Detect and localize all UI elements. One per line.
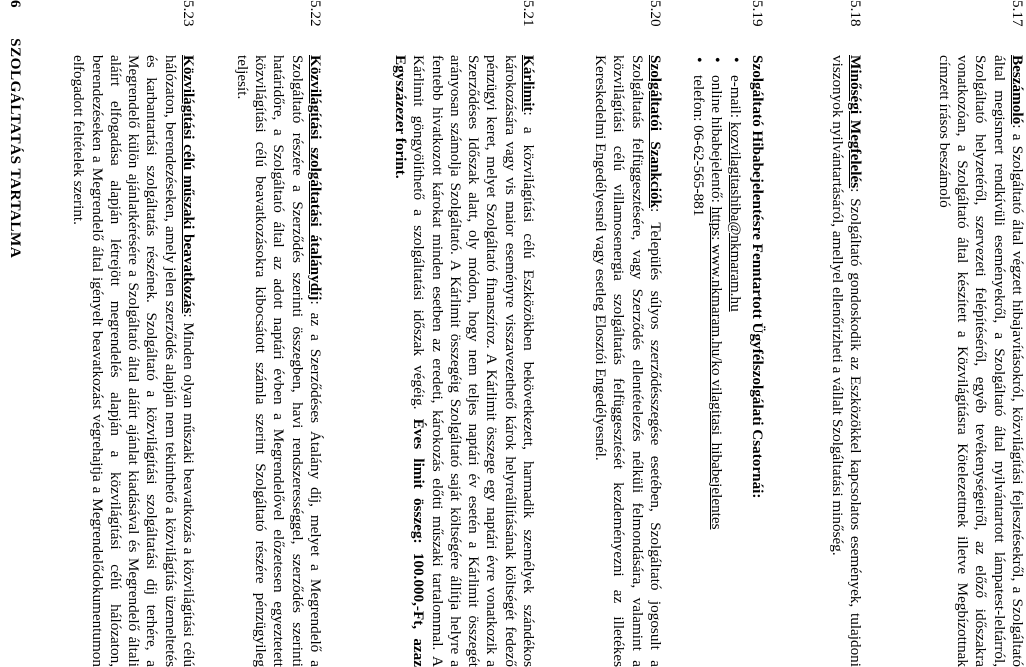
chapter-number: 6 (7, 0, 24, 9)
section-title: Kárlimit (520, 55, 537, 112)
section-number: 5.21 (520, 0, 537, 27)
chapter-heading (6, 0, 24, 258)
section-title: Szolgáltatói Szankciók (647, 55, 664, 208)
section-title: Közvilágítási szolgáltatási átalánydíj (307, 55, 324, 301)
section-number: 5.19 (749, 0, 766, 27)
section-text: : Szolgáltató gondoskodik az Eszközökkel kapcsolatos események, tulajdoni viszonyok nyilvántartásáról, amellyel ellenőrizheti a vállalt Szolgáltatási minőség. (828, 55, 864, 667)
contact-list (689, 55, 744, 667)
section-number: 5.23 (180, 0, 197, 27)
section-text: : Település súlyos szerződésszegése esetében, Szolgáltató jogosult a Szolgáltatás felfüggesztésére, vagy Szerződés ellentételezés nélküli felmondására, valamint a közvilágítási célú villamosenergia szolgáltatás felfüggesztését kezdeményezni az illetékes Kereskedelmi Engedélyesnél vagy esetleg Elosztói Engedélyesnél. (592, 55, 664, 667)
section-text: : a Szolgáltató által végzett hibajavításokról, közvilágítási fejlesztésekről, a Szolgáltató által megismert rendkívüli eseményekről, a Szolgáltató által nyilvántartott lámpatest-leltárról, Szolgáltató helyzetéről, szervezeti felépítéséről, egyéb tevékenységeiről, az előző időszakra vonatkozóan, a Szolgáltató által készített a Közvilágításra Kötelezettnek illetve Megbízottnak címzett írásos beszámoló (935, 55, 1026, 667)
list-item-email: • e-mail: kozvilagitashiba@nkmaram.hu (725, 55, 743, 667)
section-title: Minőségi Megfelelés (847, 55, 864, 189)
section-number: 5.18 (847, 0, 864, 27)
section-number: 5.20 (647, 0, 664, 27)
list-item-phone: • telefon: 06-62-565-881 (689, 55, 707, 667)
section-title: Közvilágítási célú műszaki beavatkozás (180, 55, 197, 314)
section-title: Szolgáltató Hibabejelentésre Fenntartott Ügyfélszolgálati Csatornái: (749, 55, 766, 499)
section-text: : az a Szerződéses Átalány díj, melyet a Megrendelő a Szolgáltató részére a Szerződés szerinti összegben, havi rendszerességgel, szerződés szerinti határidőre, a Szolgáltató által az adott naptári évben a Megrendelővel előzetesen egyeztetett közvilágítási célú beavatkozásokra kibocsátott számla szerint Szolgáltató részére pénzügyileg teljesít. (233, 55, 324, 667)
email-link[interactable]: kozvilagitashiba@nkmaram.hu (726, 121, 744, 312)
section-text: : a közvilágítási célú Eszközökben bekövetkezett, harmadik személyek szándékos károkozására vagy vis maior eseményre visszavezethető károk helyreállításának költségét fedező pénzügyi keret, melyet Szolgáltató finanszíroz. A Kárlimit összege egy naptári évre vonatkozik a Szerződéses Időszak alatt, oly módon, hogy nem teljes naptári év esetén a Kárlimit összegét arányosan számolja Szolgáltató. A Kárlimit összegéig Szolgáltató saját költségére állítja helyre a fentebb hivatkozott károkat minden esetben az eredeti, károkozás előtti műszaki tartalommal. A Kárlimit göngyölíthető a szolgáltatási időszak végéig. (410, 55, 537, 667)
list-item-online: • online hibabejelentő: https: www.nkmaram.hu/ko vilagitasi_hibabejelentes (707, 55, 725, 667)
section-title: Beszámoló (1009, 55, 1026, 125)
chapter-title: SZOLGÁLTATÁS TARTALMA (7, 38, 24, 259)
section-number: 5.22 (307, 0, 324, 27)
online-report-link[interactable]: https: www.nkmaram.hu/ko vilagitasi_hibabejelentes (708, 206, 726, 530)
section-text: : Minden olyan műszaki beavatkozás a közvilágítási célú hálózaton, berendezéseken, amely jelen szerződés alapján nem tekinthető a közvilágítás üzemeltetés és karbantartási szolgáltatás részének. Szolgáltató a közvilágítási szolgáltatási díj terhére, a Megrendelő külön ajánlatkérésére a Szolgáltató által aláírt ajánlat kiadásával és Megrendelő általi aláírt elfogadása alapján létrejött megrendelés alapján a közvilágítási célú hálózaton, berendezéseken a Megrendelő által igényelt beavatkozást végrehajtja a Megrendelődokumentumon elfogadott feltételek szerint. (70, 55, 197, 667)
section-number: 5.17 (1009, 0, 1026, 27)
annual-limit: Éves limit összeg: 100.000,-Ft, azaz Egyszázezer forint. (391, 55, 428, 667)
